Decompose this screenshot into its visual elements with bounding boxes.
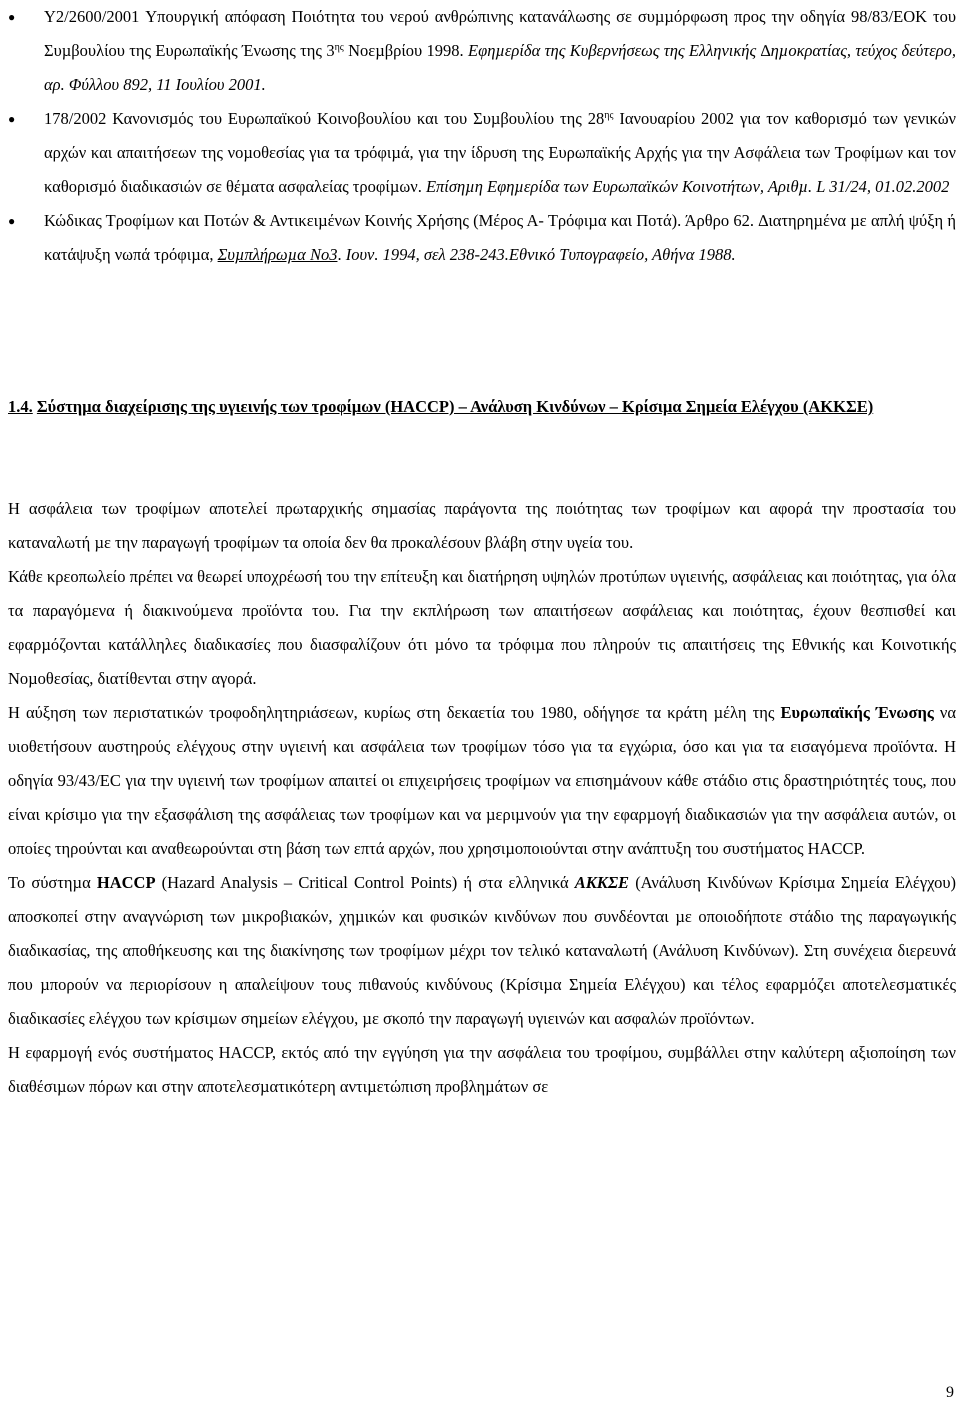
text-run: Y2/2600/2001 Υπουργική απόφαση Ποιότητα του νερού ανθρώπινης κατανάλωσης σε συµµόρφωση προς την οδηγία 98/83/ΕΟΚ του Συµβουλίου της Ευρωπαϊκής Ένωσης της 3 <box>44 7 956 60</box>
paragraph <box>8 492 956 560</box>
section-number: 1.4. <box>8 397 33 416</box>
text-run: Η ασφάλεια των τροφίµων αποτελεί πρωταρχικής σηµασίας παράγοντα της ποιότητας των τροφίµων και αφορά την προστασία του καταναλωτή µε την παραγωγή τροφίµων τα οποία δεν θα προκαλέσουν βλάβη στην υγεία του. <box>8 499 956 552</box>
bullet-icon: ● <box>8 112 16 126</box>
text-run: να υιοθετήσουν αυστηρούς ελέγχους στην υγιεινή και ασφάλεια των τροφίµων τόσο για τα εγχώρια, όσο και για τα εισαγόµενα προϊόντα. Η οδηγία 93/43/ΕC για την υγιεινή των τροφίµων απαιτεί οι επιχειρήσεις τροφίµων να επισηµάνουν κάθε στάδιο στις δραστηριότητές τους, που είναι κρίσιµο για την εξασφάλιση της ασφάλειας των τροφίµων και να µεριµνούν για την εφαρµογή διαδικασιών για την ασφάλεια αυτών, οι οποίες τηρούνται και αναθεωρούνται στη βάση των επτά αρχών, που χρησιµοποιούνται στην ανάπτυξη του συστήµατος HACCP. <box>8 703 956 858</box>
text-run: ης <box>334 42 344 53</box>
text-run: ΑΚΚΣΕ <box>574 873 630 892</box>
text-run: Κώδικας Τροφίµων και Ποτών & Αντικειµένων Κοινής Χρήσης (Μέρος Α- Τρόφιµα και Ποτά). Άρθρο 62. ∆ιατηρηµένα µε απλή ψύξη ή κατάψυξη νωπά τρόφιµα, <box>44 211 956 264</box>
section-heading <box>8 390 956 424</box>
text-run: 178/2002 Κανονισµός του Ευρωπαϊκού Κοινοβουλίου και του Συµβουλίου της 28 <box>44 109 605 128</box>
text-run: Ιανουαρίου 2002 για τον καθορισµό των γενικών αρχών και απαιτήσεων της νοµοθεσίας για τα τρόφιµά, για την ίδρυση της Ευρωπαϊκής Αρχής για την Ασφάλεια των Τροφίµων και τον καθορισµό διαδικασιών σε θέµατα ασφαλείας τροφίµων. <box>44 109 957 196</box>
paragraph <box>8 866 956 1036</box>
page-number: 9 <box>946 1384 954 1401</box>
reference-item <box>8 0 956 102</box>
text-run: (Ανάλυση Κινδύνων Κρίσιµα Σηµεία Ελέγχου) αποσκοπεί στην αναγνώριση των µικροβιακών, χηµικών και φυσικών κινδύνων που συνδέονται µε οποιοδήποτε στάδιο της παραγωγικής διαδικασίας, της αποθήκευσης και της διακίνησης των τροφίµων µέχρι τον τελικό καταναλωτή (Ανάλυση Κινδύνων). Στη συνέχεια διερευνά που µπορούν να περιορίσουν η απαλείψουν τους πιθανούς κινδύνους (Κρίσιµα Σηµεία Ελέγχου) και τέλος εφαρµόζει αποτελεσµατικές διαδικασίες ελέγχου των κρίσιµων σηµείων ελέγχου, µε σκοπό την παραγωγή υγιεινών και ασφαλών προϊόντων. <box>8 873 956 1028</box>
reference-list <box>8 0 956 272</box>
text-run: ης <box>604 110 614 121</box>
paragraph <box>8 560 956 696</box>
text-run: Εφηµερίδα της Κυβερνήσεως της Ελληνικής ∆ηµοκρατίας, τεύχος δεύτερο, αρ. Φύλλου 892, 11 Ιουλίου 2001. <box>44 41 957 94</box>
text-run: Συµπλήρωµα Νο3 <box>217 245 338 264</box>
reference-item <box>8 102 956 204</box>
text-run: Ευρωπαϊκής Ένωσης <box>780 703 934 722</box>
paragraph <box>8 696 956 866</box>
text-run: Η αύξηση των περιστατικών τροφοδηλητηριάσεων, κυρίως στη δεκαετία του 1980, οδήγησε τα κράτη µέλη της <box>8 703 781 722</box>
reference-item <box>8 204 956 272</box>
text-run: Το σύστηµα <box>8 873 97 892</box>
text-run: Επίσηµη Εφηµερίδα των Ευρωπαϊκών Κοινοτήτων, Αριθµ. L 31/24, 01.02.2002 <box>425 177 950 196</box>
bullet-icon: ● <box>8 10 16 24</box>
text-run: Κάθε κρεοπωλείο πρέπει να θεωρεί υποχρέωσή του την επίτευξη και διατήρηση υψηλών προτύπων υγιεινής, ασφάλειας και ποιότητας, για όλα τα παραγόµενα ή διακινούµενα προϊόντα του. Για την εκπλήρωση των απαιτήσεων ασφάλειας και ποιότητας, έχουν θεσπισθεί και εφαρµόζονται κατάλληλες διαδικασίες που διασφαλίζουν ότι µόνο τα τρόφιµα που πληρούν τις απαιτήσεις της Εθνικής και Κοινοτικής Νοµοθεσίας, διατίθενται στην αγορά. <box>8 567 956 688</box>
text-run: (Hazard Analysis – Critical Control Points) ή στα ελληνικά <box>155 873 575 892</box>
section-title: Σύστηµα διαχείρισης της υγιεινής των τροφίµων (HACCP) – Ανάλυση Κινδύνων – Κρίσιµα Σηµεία Ελέγχου (ΑΚΚΣΕ) <box>36 397 874 416</box>
text-run: Νοεµβρίου 1998. <box>343 41 469 60</box>
bullet-icon: ● <box>8 214 16 228</box>
section-body <box>8 492 956 1104</box>
paragraph <box>8 1036 956 1104</box>
text-run: . <box>337 245 346 264</box>
text-run: Η εφαρµογή ενός συστήµατος HACCP, εκτός από την εγγύηση για την ασφάλεια του τροφίµου, συµβάλλει στην καλύτερη αξιοποίηση των διαθέσιµων πόρων και στην αποτελεσµατικότερη αντιµετώπιση προβληµάτων σε <box>8 1043 956 1096</box>
text-run: Ιουν. 1994, σελ 238-243.Εθνικό Τυπογραφείο, Αθήνα 1988. <box>345 245 736 264</box>
text-run: HACCP <box>96 873 156 892</box>
